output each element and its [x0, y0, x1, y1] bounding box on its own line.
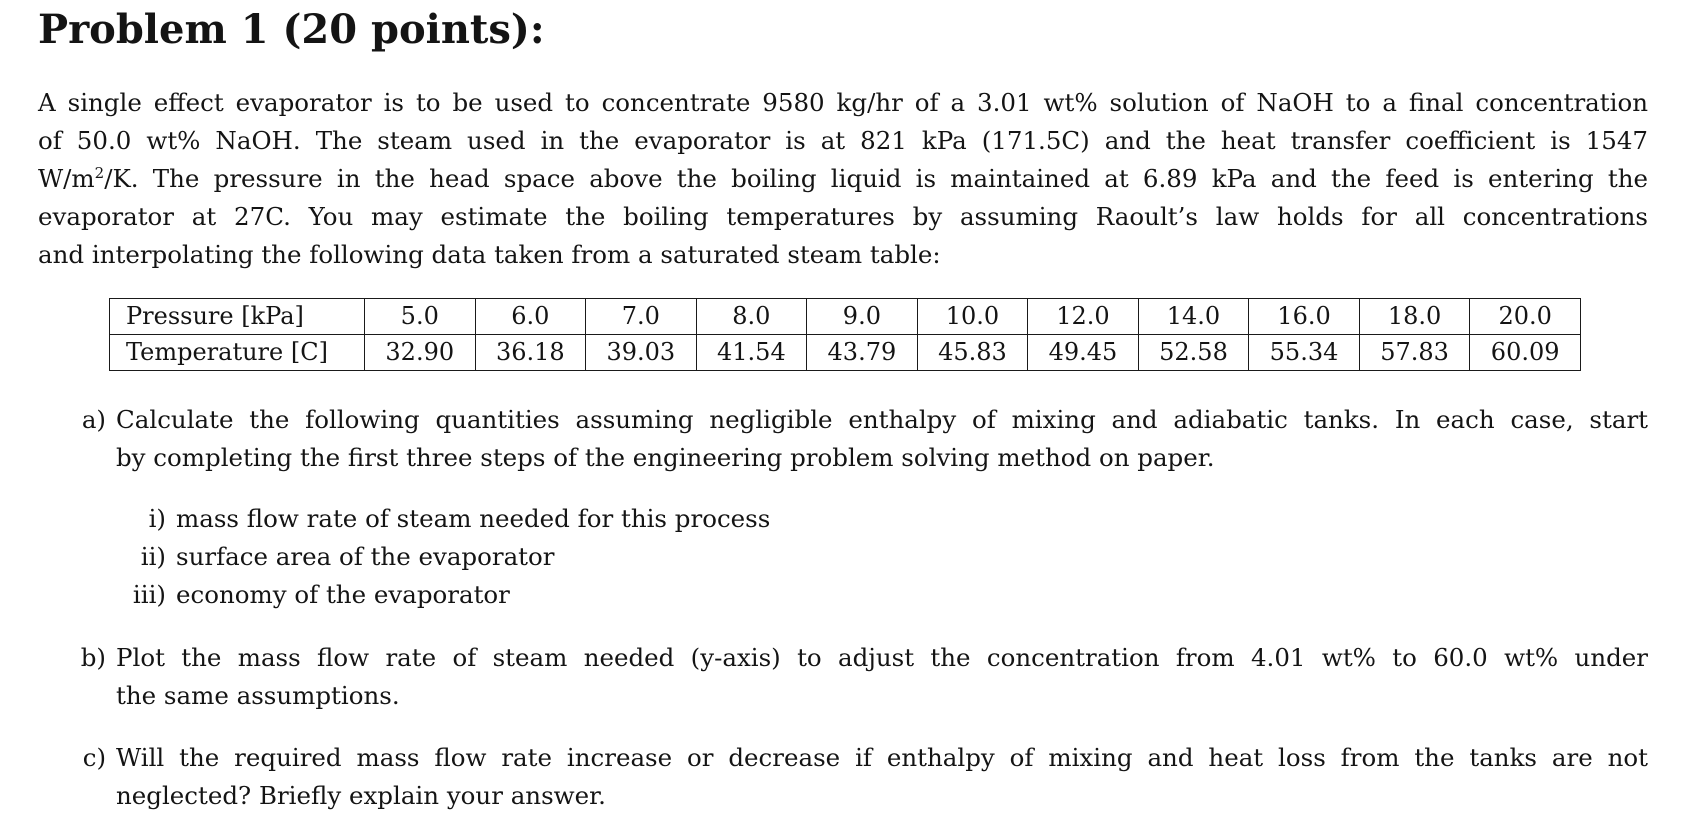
subitem-marker: i): [148, 504, 166, 533]
temperature-cell: 32.90: [365, 335, 476, 371]
part-b: [70, 639, 1648, 715]
subitem-text: surface area of the evaporator: [176, 542, 555, 571]
part-line: Will the required mass flow rate increase or decrease if enthalpy of mixing and heat loss from the tanks are not: [116, 743, 1648, 772]
part-c-text: [116, 739, 1648, 815]
pressure-cell: 16.0: [1249, 299, 1360, 335]
coefficient-unit: W/m: [38, 164, 95, 193]
pressure-cell: 7.0: [586, 299, 697, 335]
part-b-marker: b): [80, 643, 106, 672]
subitem-marker: iii): [132, 580, 166, 609]
statement-text: /K. The pressure in the head space above the boiling liquid is maintained at 6.89 kPa and the feed is entering the: [104, 164, 1648, 193]
statement-line: A single effect evaporator is to be used to concentrate 9580 kg/hr of a 3.01 wt% solution of NaOH to a final concentration: [38, 88, 1648, 117]
pressure-cell: 8.0: [696, 299, 807, 335]
temperature-cell: 57.83: [1359, 335, 1470, 371]
temperature-cell: 36.18: [475, 335, 586, 371]
part-b-text: [116, 639, 1648, 715]
subitem-text: economy of the evaporator: [176, 580, 510, 609]
pressure-label: Pressure [kPa]: [110, 299, 365, 335]
pressure-cell: 14.0: [1138, 299, 1249, 335]
part-c: [70, 739, 1648, 815]
part-a: [70, 401, 1648, 477]
steam-table: [109, 298, 1581, 371]
temperature-cell: 43.79: [807, 335, 918, 371]
part-line: Calculate the following quantities assuming negligible enthalpy of mixing and adiabatic tanks. In each case, start: [116, 405, 1648, 434]
part-a-subitem-i: [112, 500, 770, 538]
subitem-text: mass flow rate of steam needed for this process: [176, 504, 771, 533]
temperature-cell: 39.03: [586, 335, 697, 371]
pressure-cell: 5.0: [365, 299, 476, 335]
temperature-cell: 45.83: [917, 335, 1028, 371]
part-a-subitem-ii: [112, 538, 554, 576]
statement-line: evaporator at 27C. You may estimate the boiling temperatures by assuming Raoult’s law holds for all concentrations: [38, 202, 1648, 231]
temperature-label: Temperature [C]: [110, 335, 365, 371]
part-a-text: [116, 401, 1648, 477]
part-line: neglected? Briefly explain your answer.: [116, 781, 606, 810]
pressure-cell: 20.0: [1470, 299, 1581, 335]
statement-line: of 50.0 wt% NaOH. The steam used in the evaporator is at 821 kPa (171.5C) and the heat transfer coefficient is 1547: [38, 126, 1648, 155]
pressure-cell: 18.0: [1359, 299, 1470, 335]
temperature-cell: 49.45: [1028, 335, 1139, 371]
temperature-cell: 41.54: [696, 335, 807, 371]
pressure-cell: 12.0: [1028, 299, 1139, 335]
part-line: the same assumptions.: [116, 681, 400, 710]
temperature-cell: 52.58: [1138, 335, 1249, 371]
problem-statement: [38, 84, 1648, 274]
part-line: by completing the first three steps of the engineering problem solving method on paper.: [116, 443, 1215, 472]
statement-line: [38, 160, 1648, 198]
unit-exponent: 2: [94, 164, 105, 182]
part-a-marker: a): [81, 405, 106, 434]
temperature-cell: 55.34: [1249, 335, 1360, 371]
problem-title: Problem 1 (20 points):: [38, 6, 545, 53]
part-line: Plot the mass flow rate of steam needed (y-axis) to adjust the concentration from 4.01 wt% to 60.0 wt% under: [116, 643, 1648, 672]
pressure-cell: 6.0: [475, 299, 586, 335]
statement-line: and interpolating the following data taken from a saturated steam table:: [38, 240, 941, 269]
pressure-cell: 9.0: [807, 299, 918, 335]
part-a-subitem-iii: [112, 576, 510, 614]
pressure-row: [110, 299, 1581, 335]
temperature-cell: 60.09: [1470, 335, 1581, 371]
part-c-marker: c): [82, 743, 106, 772]
temperature-row: [110, 335, 1581, 371]
pressure-cell: 10.0: [917, 299, 1028, 335]
subitem-marker: ii): [140, 542, 166, 571]
